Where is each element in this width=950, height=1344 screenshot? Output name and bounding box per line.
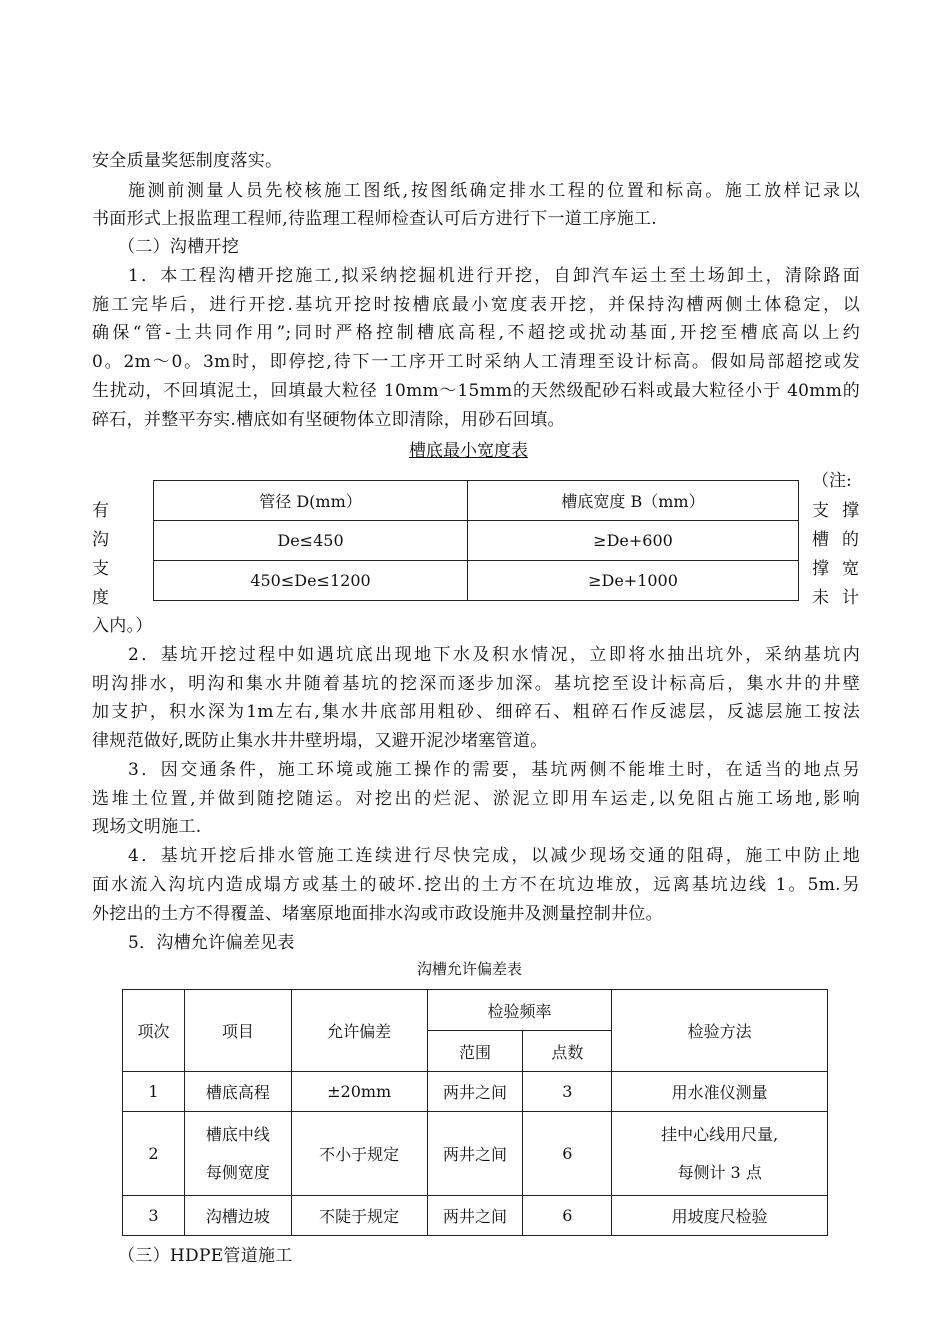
- table2-cell: 3: [123, 1196, 185, 1236]
- table2-cell-line: 挂中心线用尺量,: [661, 1124, 779, 1144]
- table1-note-open: （注:: [812, 471, 852, 491]
- paragraph-line: 施工完毕后，进行开挖.基坑开挖时按槽底最小宽度表开挖，并保持沟槽两侧土体稳定，以: [92, 295, 860, 315]
- table2-header: 检验频率: [427, 990, 612, 1031]
- table2-cell: [612, 1112, 828, 1196]
- table2-cell: 槽底高程: [184, 1072, 291, 1112]
- table2-cell: 两井之间: [427, 1112, 523, 1196]
- table2-cell-line: 槽底中线: [205, 1124, 270, 1144]
- table1-left-char: 度: [92, 588, 109, 608]
- table2-header: 允许偏差: [291, 990, 427, 1072]
- table1-cell: De≤450: [154, 521, 468, 561]
- table1-title: 槽底最小宽度表: [409, 441, 528, 461]
- table1-note-close: 入内。）: [92, 616, 153, 636]
- paragraph-line: 现场文明施工.: [92, 817, 202, 837]
- table1-right-char: 宽: [842, 559, 859, 579]
- paragraph-line: 0。2m～0。3m时，即停挖,待下一工序开工时采纳人工清理至设计标高。假如局部超挖或发: [92, 352, 860, 372]
- table2-header: 检验方法: [612, 990, 828, 1072]
- table2-header: 点数: [523, 1031, 612, 1072]
- section-heading: （三）HDPE管道施工: [118, 1246, 293, 1266]
- paragraph-line: 生扰动，不回填泥土，回填最大粒径 10mm～15mm的天然级配砂石料或最大粒径小于 40mm的: [92, 381, 860, 401]
- paragraph-line: 律规范做好,既防止集水井井壁坍塌，又避开泥沙堵塞管道。: [92, 731, 548, 751]
- table2-cell: 6: [523, 1196, 612, 1236]
- paragraph-line: 2．基坑开挖过程中如遇坑底出现地下水及积水情况，立即将水抽出坑外，采纳基坑内: [128, 645, 860, 665]
- paragraph-line: 选堆土位置,并做到随挖随运。对挖出的烂泥、淤泥立即用车运走,以免阻占施工场地,影响: [92, 789, 860, 809]
- table1-right-char: 计: [842, 588, 859, 608]
- table2-cell: 1: [123, 1072, 185, 1112]
- table2-cell: 6: [523, 1112, 612, 1196]
- min-width-table: [153, 480, 799, 601]
- table2-cell: 3: [523, 1072, 612, 1112]
- table1-cell: 450≤De≤1200: [154, 561, 468, 601]
- table1-right-char: 撑: [812, 559, 829, 579]
- paragraph-line: 面水流入沟坑内造成塌方或基土的破坏.挖出的土方不在坑边堆放，远离基坑边线 1。5m.另: [92, 875, 860, 895]
- paragraph-line: 4．基坑开挖后排水管施工连续进行尽快完成，以减少现场交通的阻碍，施工中防止地: [128, 846, 860, 866]
- paragraph-line: 安全质量奖惩制度落实。: [92, 151, 283, 171]
- paragraph-line: 加支护，积水深为1m左右,集水井底部用粗砂、细碎石、粗碎石作反滤层，反滤层施工按法: [92, 702, 860, 722]
- table1-cell: ≥De+600: [468, 521, 799, 561]
- table2-cell: 用水准仪测量: [612, 1072, 828, 1112]
- table2-cell-line: 每侧计 3 点: [677, 1162, 762, 1182]
- table1-right-char: 支: [812, 501, 829, 521]
- paragraph-line: 5．沟槽允许偏差见表: [128, 933, 295, 953]
- table1-header: 管径 D(mm）: [154, 481, 468, 521]
- table2-header: 项次: [123, 990, 185, 1072]
- section-heading: （二）沟槽开挖: [118, 237, 240, 257]
- table2-cell: 沟槽边坡: [184, 1196, 291, 1236]
- paragraph-line: 明沟排水，明沟和集水井随着基坑的挖深而逐步加深。基坑挖至设计标高后，集水井的井壁: [92, 674, 860, 694]
- table1-left-char: 沟: [92, 530, 109, 550]
- table2-cell: 不陡于规定: [291, 1196, 427, 1236]
- table1-left-char: 支: [92, 559, 109, 579]
- table2-cell: 两井之间: [427, 1072, 523, 1112]
- table2-cell: ±20mm: [291, 1072, 427, 1112]
- table1-left-char: 有: [92, 501, 109, 521]
- table2-cell: [184, 1112, 291, 1196]
- table2-cell: 2: [123, 1112, 185, 1196]
- paragraph-line: 施测前测量人员先校核施工图纸,按图纸确定排水工程的位置和标高。施工放样记录以: [128, 181, 860, 201]
- table1-cell: ≥De+1000: [468, 561, 799, 601]
- paragraph-line: 3．因交通条件，施工环境或施工操作的需要，基坑两侧不能堆土时，在适当的地点另: [128, 760, 860, 780]
- table1-right-char: 的: [842, 530, 859, 550]
- table2-cell: 不小于规定: [291, 1112, 427, 1196]
- table1-right-char: 未: [812, 588, 829, 608]
- table1-right-char: 撑: [842, 501, 859, 521]
- table2-header: 项目: [184, 990, 291, 1072]
- table2-cell: 两井之间: [427, 1196, 523, 1236]
- table2-title: 沟槽允许偏差表: [417, 960, 523, 978]
- table2-header: 范围: [427, 1031, 523, 1072]
- table1-right-char: 槽: [812, 530, 829, 550]
- paragraph-line: 1．本工程沟槽开挖施工,拟采纳挖掘机进行开挖，自卸汽车运土至土场卸土，清除路面: [128, 266, 860, 286]
- paragraph-line: 外挖出的土方不得覆盖、堵塞原地面排水沟或市政设施井及测量控制井位。: [92, 904, 663, 924]
- paragraph-line: 确保“管-土共同作用”;同时严格控制槽底高程,不超挖或扰动基面,开挖至槽底高以上约: [92, 323, 860, 343]
- table2-cell: 用坡度尺检验: [612, 1196, 828, 1236]
- paragraph-line: 书面形式上报监理工程师,待监理工程师检查认可后方进行下一道工序施工.: [92, 209, 658, 229]
- paragraph-line: 碎石，并整平夯实.槽底如有坚硬物体立即清除，用砂石回填。: [92, 410, 565, 430]
- deviation-table: [122, 989, 828, 1236]
- table1-header: 槽底宽度 B（mm）: [468, 481, 799, 521]
- table2-cell-line: 每侧宽度: [205, 1162, 270, 1182]
